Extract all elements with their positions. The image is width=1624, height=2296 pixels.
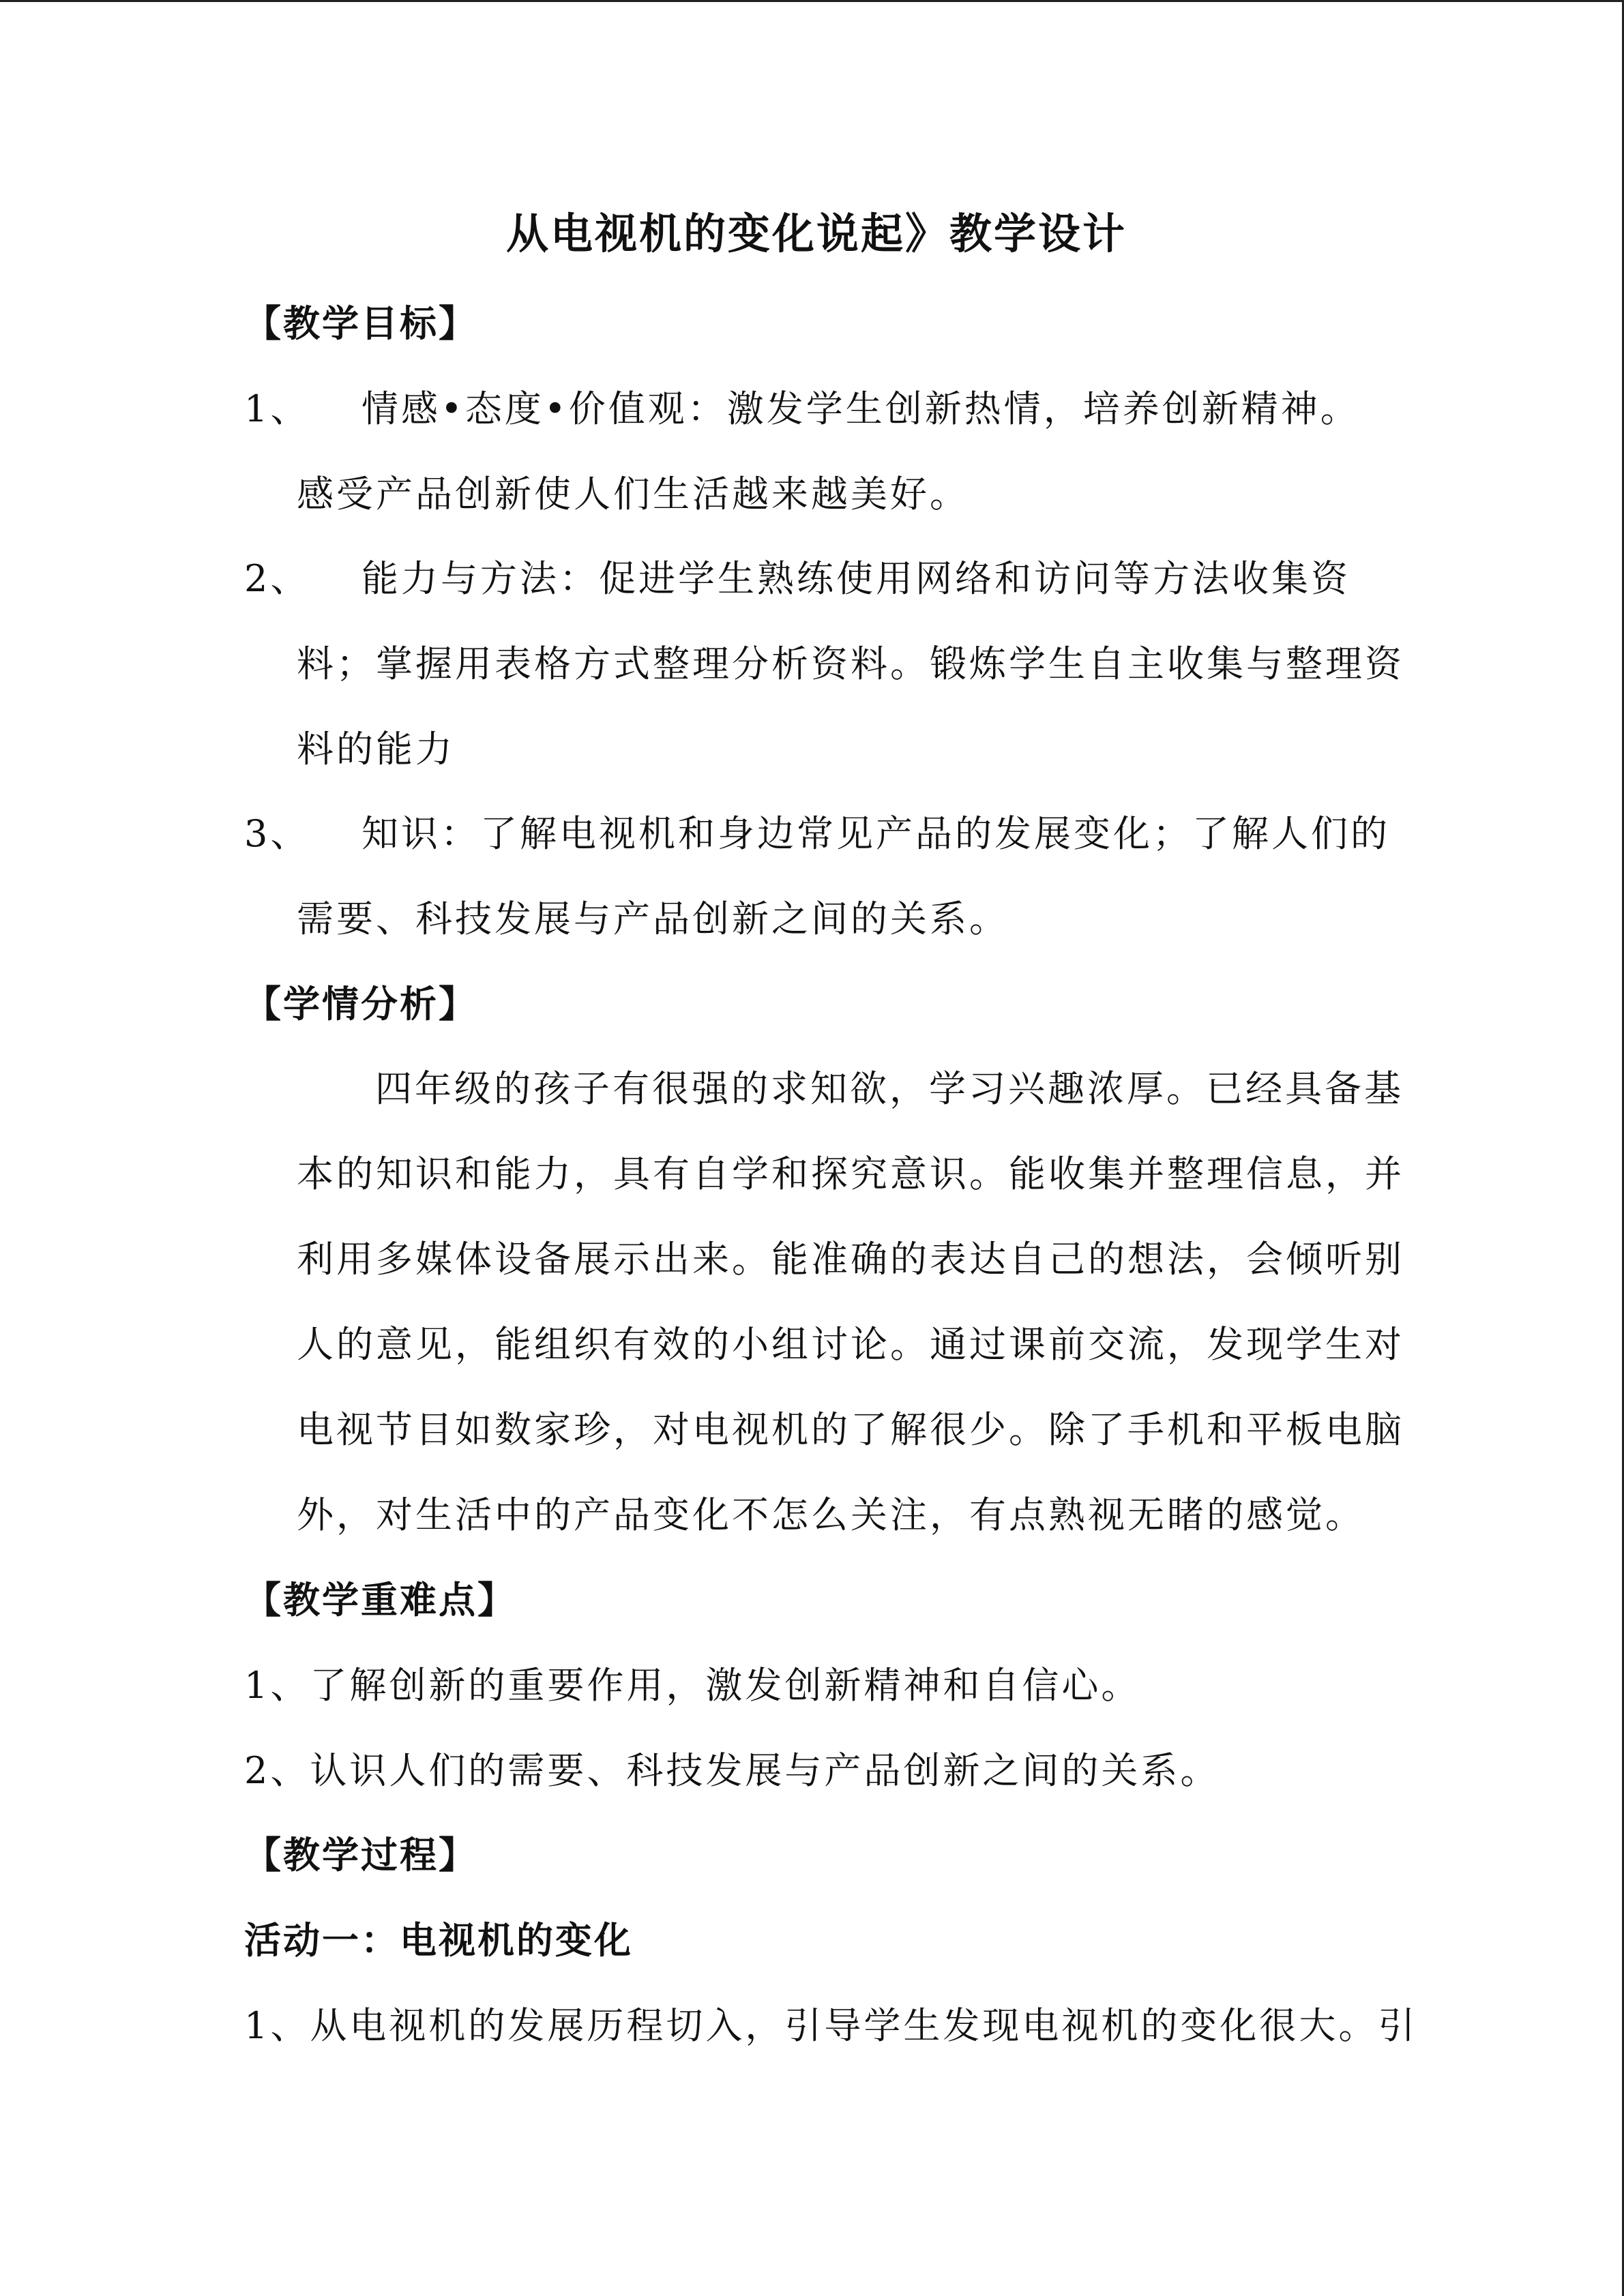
goal-item-2-line-2: 料；掌握用表格方式整理分析资料。锻炼学生自主收集与整理资	[297, 642, 1404, 685]
key-point-1: 1、了解创新的重要作用，激发创新精神和自信心。	[244, 1664, 1141, 1707]
goal-item-2	[244, 555, 1350, 603]
analysis-line-3: 利用多媒体设备展示出来。能准确的表达自己的想法，会倾听别	[297, 1238, 1404, 1281]
section-heading-key-points: 【教学重难点】	[244, 1579, 516, 1622]
goal-item-2-line-1: 能力与方法：促进学生熟练使用网络和访问等方法收集资	[361, 557, 1350, 600]
goal-item-3-number: 3、	[244, 812, 310, 855]
analysis-line-5: 电视节目如数家珍，对电视机的了解很少。除了手机和平板电脑	[297, 1408, 1404, 1451]
analysis-line-1: 四年级的孩子有很强的求知欲，学习兴趣浓厚。已经具备基	[375, 1067, 1404, 1110]
document-title: 从电视机的变化说起》教学设计	[506, 209, 1127, 258]
section-heading-process: 【教学过程】	[244, 1834, 477, 1877]
goal-item-3-line-2: 需要、科技发展与产品创新之间的关系。	[297, 897, 1009, 940]
goal-item-3	[244, 810, 1390, 858]
analysis-line-2: 本的知识和能力，具有自学和探究意识。能收集并整理信息，并	[297, 1152, 1404, 1195]
page-border-top	[0, 0, 1624, 2]
goal-item-2-line-3: 料的能力	[297, 728, 455, 771]
analysis-line-6: 外，对生活中的产品变化不怎么关注，有点熟视无睹的感觉。	[297, 1493, 1365, 1536]
goal-item-2-number: 2、	[244, 557, 310, 600]
goal-item-1	[244, 385, 1360, 433]
goal-item-1-number: 1、	[244, 387, 310, 430]
analysis-line-4: 人的意见，能组织有效的小组讨论。通过课前交流，发现学生对	[297, 1323, 1404, 1366]
goal-item-1-line-1: 情感•态度•价值观：激发学生创新热情，培养创新精神。	[361, 387, 1360, 430]
section-heading-analysis: 【学情分析】	[244, 983, 477, 1026]
key-point-2: 2、认识人们的需要、科技发展与产品创新之间的关系。	[244, 1749, 1220, 1792]
section-heading-goals: 【教学目标】	[244, 302, 477, 345]
activity-one-title: 活动一：电视机的变化	[244, 1919, 633, 1962]
goal-item-3-line-1: 知识：了解电视机和身边常见产品的发展变化；了解人们的	[361, 812, 1390, 855]
goal-item-1-line-2: 感受产品创新使人们生活越来越美好。	[297, 473, 969, 516]
process-line-1: 1、从电视机的发展历程切入，引导学生发现电视机的变化很大。引	[244, 2004, 1418, 2047]
